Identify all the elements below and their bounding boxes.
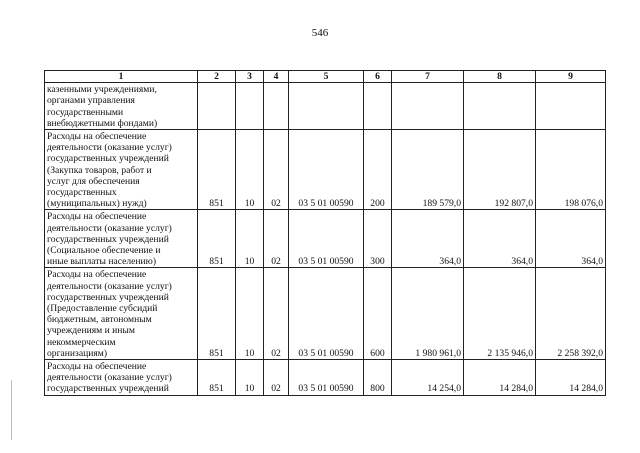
cell-subsection: 02 [264, 130, 289, 210]
cell-amount-2: 192 807,0 [464, 130, 536, 210]
cell-subsection: 02 [264, 210, 289, 268]
cell-target-article [289, 83, 364, 130]
cell-code: 851 [198, 130, 236, 210]
cell-amount-2 [464, 83, 536, 130]
cell-amount-3: 2 258 392,0 [536, 268, 606, 360]
header-row [45, 71, 606, 83]
cell-amount-2: 364,0 [464, 210, 536, 268]
table-row [45, 83, 606, 130]
cell-target-article: 03 5 01 00590 [289, 268, 364, 360]
header-cell: 4 [264, 71, 289, 83]
cell-amount-3: 364,0 [536, 210, 606, 268]
header-cell: 2 [198, 71, 236, 83]
row-description: Расходы на обеспечение деятельности (оказание услуг) государственных учреждений [45, 360, 198, 396]
row-description: казенными учреждениями, органами управления государственными внебюджетными фондами) [45, 83, 198, 130]
row-description: Расходы на обеспечение деятельности (оказание услуг) государственных учреждений (Предоставление субсидий бюджетным, автономным учреждениям и иным некоммерческим организациям) [45, 268, 198, 360]
row-description: Расходы на обеспечение деятельности (оказание услуг) государственных учреждений (Социальное обеспечение и иные выплаты населению) [45, 210, 198, 268]
cell-section: 10 [236, 210, 264, 268]
cell-expense-type [364, 83, 392, 130]
page-number: 546 [311, 27, 329, 39]
cell-expense-type: 600 [364, 268, 392, 360]
cell-section: 10 [236, 360, 264, 396]
table-row [45, 268, 606, 360]
cell-section: 10 [236, 130, 264, 210]
cell-code: 851 [198, 360, 236, 396]
cell-amount-2: 2 135 946,0 [464, 268, 536, 360]
header-cell: 3 [236, 71, 264, 83]
cell-section [236, 83, 264, 130]
cell-code [198, 83, 236, 130]
cell-expense-type: 800 [364, 360, 392, 396]
cell-code: 851 [198, 268, 236, 360]
header-cell: 5 [289, 71, 364, 83]
header-cell: 9 [536, 71, 606, 83]
cell-subsection [264, 83, 289, 130]
cell-amount-1: 364,0 [392, 210, 464, 268]
row-description: Расходы на обеспечение деятельности (оказание услуг) государственных учреждений (Закупка товаров, работ и услуг для обеспечения государственных (муниципальных) нужд) [45, 130, 198, 210]
table-row [45, 360, 606, 396]
cell-expense-type: 300 [364, 210, 392, 268]
cell-expense-type: 200 [364, 130, 392, 210]
header-cell: 1 [45, 71, 198, 83]
cell-amount-1: 14 254,0 [392, 360, 464, 396]
header-cell: 7 [392, 71, 464, 83]
cell-amount-2: 14 284,0 [464, 360, 536, 396]
cell-amount-3: 14 284,0 [536, 360, 606, 396]
scan-edge-mark [11, 380, 12, 440]
cell-target-article: 03 5 01 00590 [289, 210, 364, 268]
cell-target-article: 03 5 01 00590 [289, 360, 364, 396]
budget-table [44, 70, 606, 396]
cell-code: 851 [198, 210, 236, 268]
cell-amount-1: 1 980 961,0 [392, 268, 464, 360]
cell-amount-1: 189 579,0 [392, 130, 464, 210]
cell-amount-3 [536, 83, 606, 130]
cell-amount-1 [392, 83, 464, 130]
table-row [45, 130, 606, 210]
cell-section: 10 [236, 268, 264, 360]
cell-target-article: 03 5 01 00590 [289, 130, 364, 210]
cell-amount-3: 198 076,0 [536, 130, 606, 210]
cell-subsection: 02 [264, 360, 289, 396]
header-cell: 6 [364, 71, 392, 83]
table-row [45, 210, 606, 268]
cell-subsection: 02 [264, 268, 289, 360]
header-cell: 8 [464, 71, 536, 83]
